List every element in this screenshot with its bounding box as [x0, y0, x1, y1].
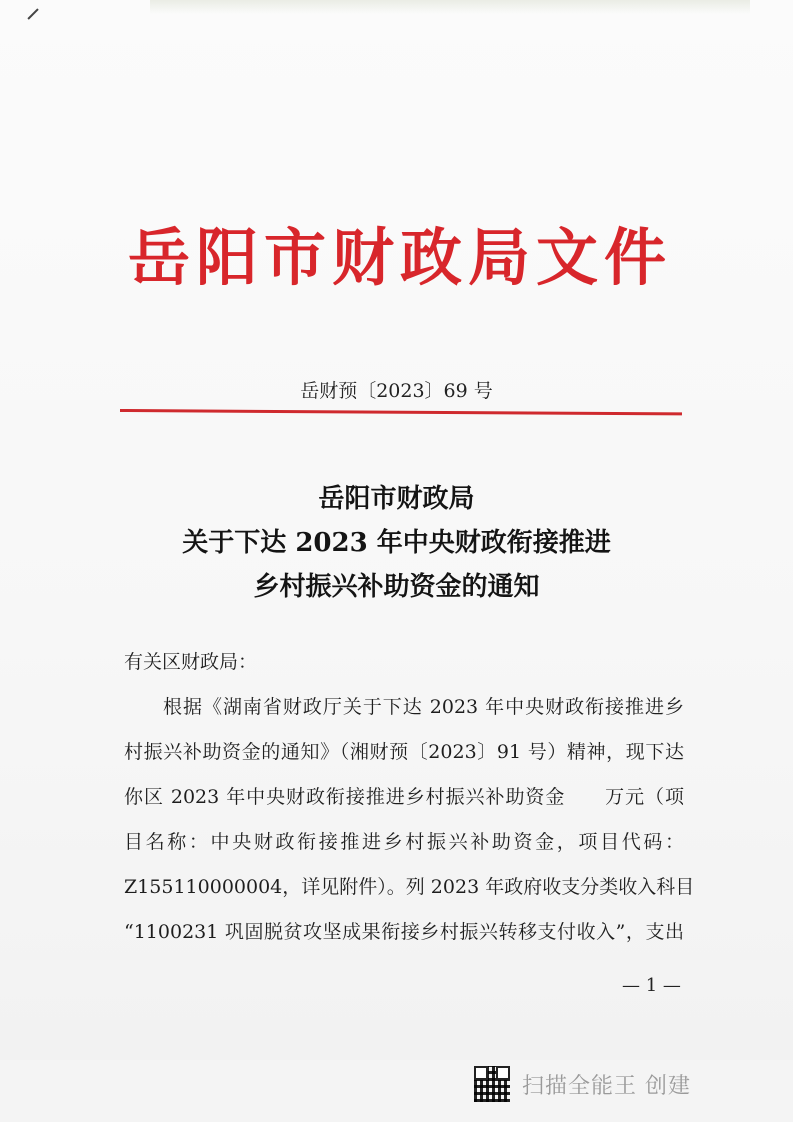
body-line: “1100231 巩固脱贫攻坚成果衔接乡村振兴转移支付收入”，支出	[124, 921, 684, 943]
body-line: 根据《湖南省财政厅关于下达 2023 年中央财政衔接推进乡	[163, 696, 684, 718]
page-number: — 1 —	[622, 975, 681, 996]
page-fold-shadow	[150, 0, 750, 14]
scanner-watermark	[474, 1062, 691, 1106]
corner-mark	[27, 8, 48, 29]
title-line-1: 岳阳市财政局	[318, 484, 475, 514]
body-line: 村振兴补助资金的通知》（湘财预〔2023〕91 号）精神，现下达	[124, 741, 684, 763]
title-line-3: 乡村振兴补助资金的通知	[253, 572, 540, 602]
body-line: Z155110000004，详见附件）。列 2023 年政府收支分类收入科目	[124, 876, 695, 898]
red-divider-line	[120, 409, 682, 415]
scanner-label: 扫描全能王 创建	[522, 1073, 691, 1099]
title-line-2: 关于下达 2023 年中央财政衔接推进	[182, 528, 611, 558]
addressee: 有关区财政局：	[124, 651, 258, 673]
body-line: 目名称：中央财政衔接推进乡村振兴补助资金，项目代码：	[124, 831, 684, 853]
qr-code-icon	[474, 1066, 510, 1102]
document-number: 岳财预〔2023〕69 号	[300, 380, 493, 402]
body-line: 你区 2023 年中央财政衔接推进乡村振兴补助资金 万元（项	[124, 786, 684, 808]
document-header: 岳阳市财政局文件	[127, 221, 672, 294]
